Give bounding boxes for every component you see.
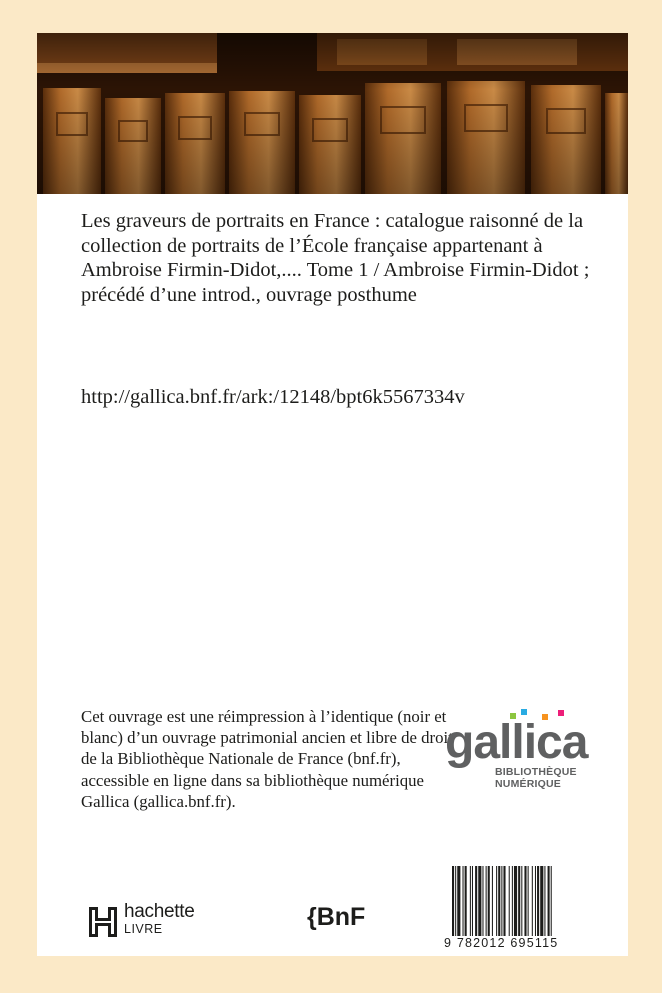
barcode-bar <box>455 866 456 936</box>
barcode-bar <box>496 866 497 936</box>
old-books-image <box>37 33 628 194</box>
hachette-h-icon <box>87 905 119 939</box>
barcode-bar <box>548 866 550 936</box>
bnf-logo: {BnF <box>307 903 366 931</box>
barcode-bar <box>498 866 500 936</box>
barcode-bar <box>492 866 493 936</box>
barcode-bar <box>532 866 533 936</box>
barcode-bar <box>535 866 536 936</box>
hachette-livre-logo <box>87 903 227 939</box>
barcode-bar <box>521 866 522 936</box>
barcode-bar <box>478 866 481 936</box>
logo-square-blue <box>521 709 527 715</box>
barcode-bar <box>518 866 520 936</box>
gallica-ark-url[interactable]: http://gallica.bnf.fr/ark:/12148/bpt6k5567334v <box>81 386 465 408</box>
isbn-number: 9 782012 695115 <box>444 936 590 950</box>
barcode-bar <box>488 866 490 936</box>
barcode-bar <box>540 866 543 936</box>
reprint-notice: Cet ouvrage est une réimpression à l’identique (noir et blanc) d’un ouvrage patrimonial ancien et libre de droit de la Bibliothèque Nationale de France (bnf.fr), accessible en ligne dans sa bibliothèque numérique Gallica (gallica.bnf.fr). <box>81 707 453 811</box>
gallica-wordmark: gallica <box>445 716 588 769</box>
barcode-bar <box>524 866 526 936</box>
gallica-subtitle-2: NUMÉRIQUE <box>495 778 561 790</box>
gallica-logo <box>445 709 595 789</box>
barcode-bar <box>452 866 454 936</box>
barcode-bar <box>514 866 517 936</box>
barcode-bar <box>528 866 529 936</box>
barcode-bar <box>475 866 477 936</box>
barcode-bar <box>486 866 487 936</box>
barcode-bar <box>503 866 505 936</box>
gallica-subtitle-1: BIBLIOTHÈQUE <box>495 766 577 778</box>
book-spines-banner <box>37 33 628 194</box>
back-cover <box>37 33 628 956</box>
barcode-bar <box>551 866 552 936</box>
barcode-bar <box>457 866 460 936</box>
barcode-bar <box>463 866 464 936</box>
book-title: Les graveurs de portraits en France : catalogue raisonné de la collection de portraits de l’École française appartenant à Ambroise Firmin-Didot,.... Tome 1 / Ambroise Firmin-Didot ; précédé d’une introd., ouvrage posthume <box>81 210 590 306</box>
barcode-bars <box>444 866 590 936</box>
barcode-bar <box>512 866 513 936</box>
barcode-bar <box>470 866 471 936</box>
barcode-bar <box>537 866 539 936</box>
barcode-bar <box>501 866 502 936</box>
hachette-wordmark: hachette <box>124 901 195 922</box>
barcode-bar <box>544 866 545 936</box>
barcode-bar <box>465 866 467 936</box>
isbn-barcode <box>444 866 590 958</box>
barcode-bar <box>482 866 483 936</box>
barcode-bar <box>509 866 510 936</box>
barcode-bar <box>472 866 473 936</box>
livre-wordmark: LIVRE <box>124 922 163 936</box>
